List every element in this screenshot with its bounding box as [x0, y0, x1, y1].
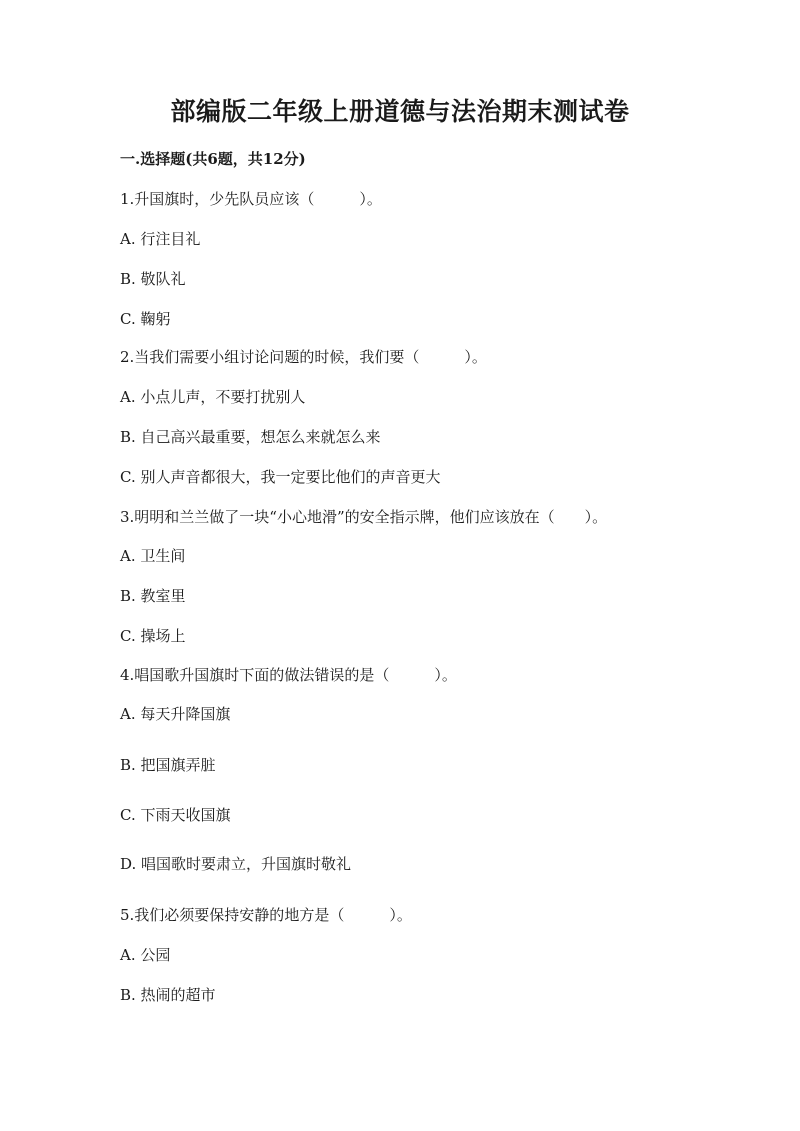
question-2-option-b[interactable]: B. 自己高兴最重要，想怎么来就怎么来	[120, 428, 381, 446]
question-3-option-b[interactable]: B. 教室里	[120, 587, 186, 605]
question-3-option-c[interactable]: C. 操场上	[120, 627, 186, 645]
question-1-option-a[interactable]: A. 行注目礼	[120, 230, 201, 248]
question-1-option-b[interactable]: B. 敬队礼	[120, 270, 186, 288]
question-3-stem: 3.明明和兰兰做了一块“小心地滑”的安全指示牌，他们应该放在（ ）。	[120, 508, 608, 526]
question-4-option-a[interactable]: A. 每天升降国旗	[120, 705, 231, 723]
question-5-option-b[interactable]: B. 热闹的超市	[120, 986, 216, 1004]
question-1-option-c[interactable]: C. 鞠躬	[120, 310, 171, 328]
question-4-option-d[interactable]: D. 唱国歌时要肃立，升国旗时敬礼	[120, 855, 352, 873]
question-1-stem: 1.升国旗时，少先队员应该（ ）。	[120, 190, 382, 208]
question-4-stem: 4.唱国歌升国旗时下面的做法错误的是（ ）。	[120, 666, 457, 684]
question-5-stem: 5.我们必须要保持安静的地方是（ ）。	[120, 906, 412, 924]
section-heading: 一.选择题(共6题，共12分)	[120, 150, 306, 168]
question-4-option-c[interactable]: C. 下雨天收国旗	[120, 806, 231, 824]
page-title: 部编版二年级上册道德与法治期末测试卷	[170, 97, 630, 126]
question-2-option-a[interactable]: A. 小点儿声，不要打扰别人	[120, 388, 306, 406]
question-3-option-a[interactable]: A. 卫生间	[120, 547, 186, 565]
question-4-option-b[interactable]: B. 把国旗弄脏	[120, 756, 216, 774]
question-2-stem: 2.当我们需要小组讨论问题的时候，我们要（ ）。	[120, 348, 487, 366]
question-2-option-c[interactable]: C. 别人声音都很大，我一定要比他们的声音更大	[120, 468, 441, 486]
question-5-option-a[interactable]: A. 公园	[120, 946, 171, 964]
